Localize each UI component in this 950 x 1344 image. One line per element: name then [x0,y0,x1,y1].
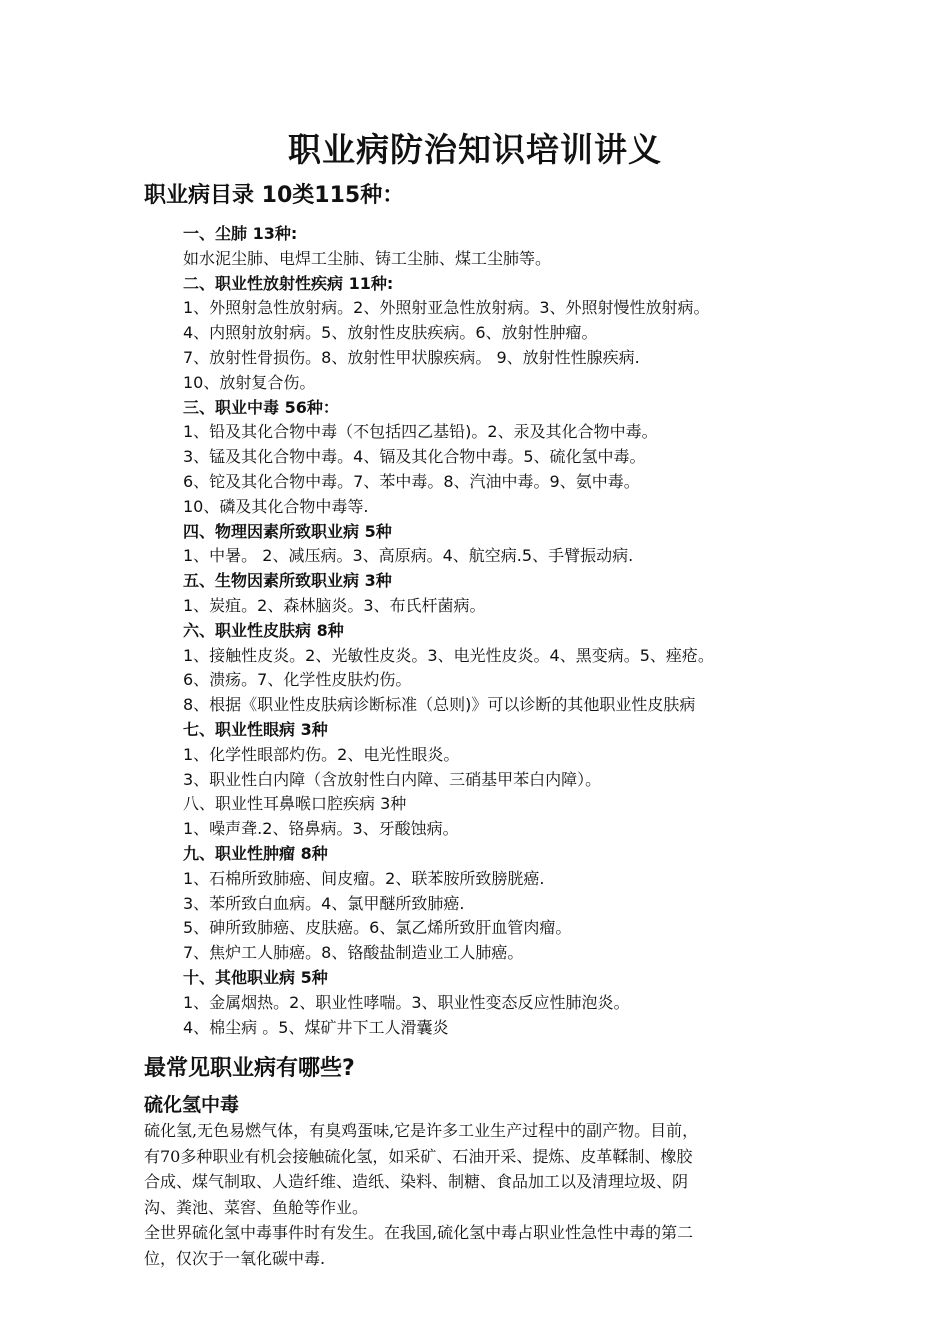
catalog-item-line: 5、砷所致肺癌、皮肤癌。6、氯乙烯所致肝血管肉瘤。 [183,918,572,938]
catalog-category-heading: 五、生物因素所致职业病 3种 [183,571,392,591]
catalog-heading: 职业病目录 10类115种： [144,183,405,208]
catalog-item-line: 1、石棉所致肺癌、间皮瘤。2、联苯胺所致膀胱癌. [183,868,545,888]
catalog-category-heading: 四、物理因素所致职业病 5种 [183,521,392,541]
paragraph-line: 合成、煤气制取、人造纤维、造纸、染料、制糖、食品加工以及清理垃圾、阴 [144,1172,689,1192]
catalog-item-line: 1、中暑。 2、减压病。3、高原病。4、航空病.5、手臂振动病. [183,546,634,566]
catalog-item-line: 7、放射性骨损伤。8、放射性甲状腺疾病。 9、放射性性腺疾病. [183,347,640,367]
catalog-item-line: 7、焦炉工人肺癌。8、铬酸盐制造业工人肺癌。 [183,943,524,963]
paragraph-line: 全世界硫化氢中毒事件时有发生。在我国,硫化氢中毒占职业性急性中毒的第二 [144,1223,694,1242]
common-diseases-heading: 最常见职业病有哪些? [144,1056,355,1081]
h2s-poisoning-heading: 硫化氢中毒 [144,1094,240,1116]
catalog-category-heading: 三、职业中毒 56种： [183,397,339,417]
h2s-paragraph-1 [144,1118,834,1220]
catalog-item-line: 如水泥尘肺、电焊工尘肺、铸工尘肺、煤工尘肺等。 [183,248,552,268]
disease-catalog-list [183,222,883,1040]
catalog-item-line: 1、炭疽。2、森林脑炎。3、布氏杆菌病。 [183,595,486,615]
catalog-item-line: 1、外照射急性放射病。2、外照射亚急性放射病。3、外照射慢性放射病。 [183,298,710,318]
catalog-item-line: 6、铊及其化合物中毒。7、苯中毒。8、汽油中毒。9、氨中毒。 [183,471,640,491]
h2s-paragraph-2 [144,1220,834,1271]
catalog-category-heading: 二、职业性放射性疾病 11种: [183,273,394,293]
catalog-category-heading: 九、职业性肿瘤 8种 [183,843,328,863]
catalog-item-line: 4、内照射放射病。5、放射性皮肤疾病。6、放射性肿瘤。 [183,323,598,343]
catalog-item-line: 1、铅及其化合物中毒（不包括四乙基铅)。2、汞及其化合物中毒。 [183,422,658,442]
catalog-item-line: 6、溃疡。7、化学性皮肤灼伤。 [183,670,412,690]
catalog-category-heading: 七、职业性眼病 3种 [183,719,328,739]
paragraph-line: 位，仅次于一氧化碳中毒. [144,1248,326,1268]
catalog-category-heading: 六、职业性皮肤病 8种 [183,620,344,640]
catalog-item-line: 8、根据《职业性皮肤病诊断标准（总则)》可以诊断的其他职业性皮肤病 [183,695,696,715]
paragraph-line: 硫化氢,无色易燃气体，有臭鸡蛋味,它是许多工业生产过程中的副产物。目前， [144,1121,699,1140]
catalog-item-line: 3、职业性白内障（含放射性白内障、三硝基甲苯白内障）。 [183,769,602,789]
catalog-item-line: 4、棉尘病 。5、煤矿井下工人滑囊炎 [183,1017,449,1037]
catalog-category-heading: 十、其他职业病 5种 [183,967,328,987]
catalog-category-heading: 一、尘肺 13种: [183,224,298,243]
catalog-item-line: 1、金属烟热。2、职业性哮喘。3、职业性变态反应性肺泡炎。 [183,992,630,1012]
catalog-item-line: 10、磷及其化合物中毒等. [183,496,369,516]
catalog-item-line: 3、锰及其化合物中毒。4、镉及其化合物中毒。5、硫化氢中毒。 [183,447,646,467]
document-title: 职业病防治知识培训讲义 [288,130,662,169]
paragraph-line: 沟、粪池、菜窖、鱼舱等作业。 [144,1197,369,1217]
catalog-item-line: 10、放射复合伤。 [183,372,316,392]
catalog-item-line: 1、噪声聋.2、铬鼻病。3、牙酸蚀病。 [183,819,459,839]
catalog-item-line: 3、苯所致白血病。4、氯甲醚所致肺癌. [183,893,465,913]
paragraph-line: 有70多种职业有机会接触硫化氢，如采矿、石油开采、提炼、皮革鞣制、橡胶 [144,1146,693,1166]
catalog-item-line: 八、职业性耳鼻喉口腔疾病 3种 [183,794,407,814]
catalog-item-line: 1、接触性皮炎。2、光敏性皮炎。3、电光性皮炎。4、黑变病。5、痤疮。 [183,645,714,665]
catalog-item-line: 1、化学性眼部灼伤。2、电光性眼炎。 [183,744,460,764]
